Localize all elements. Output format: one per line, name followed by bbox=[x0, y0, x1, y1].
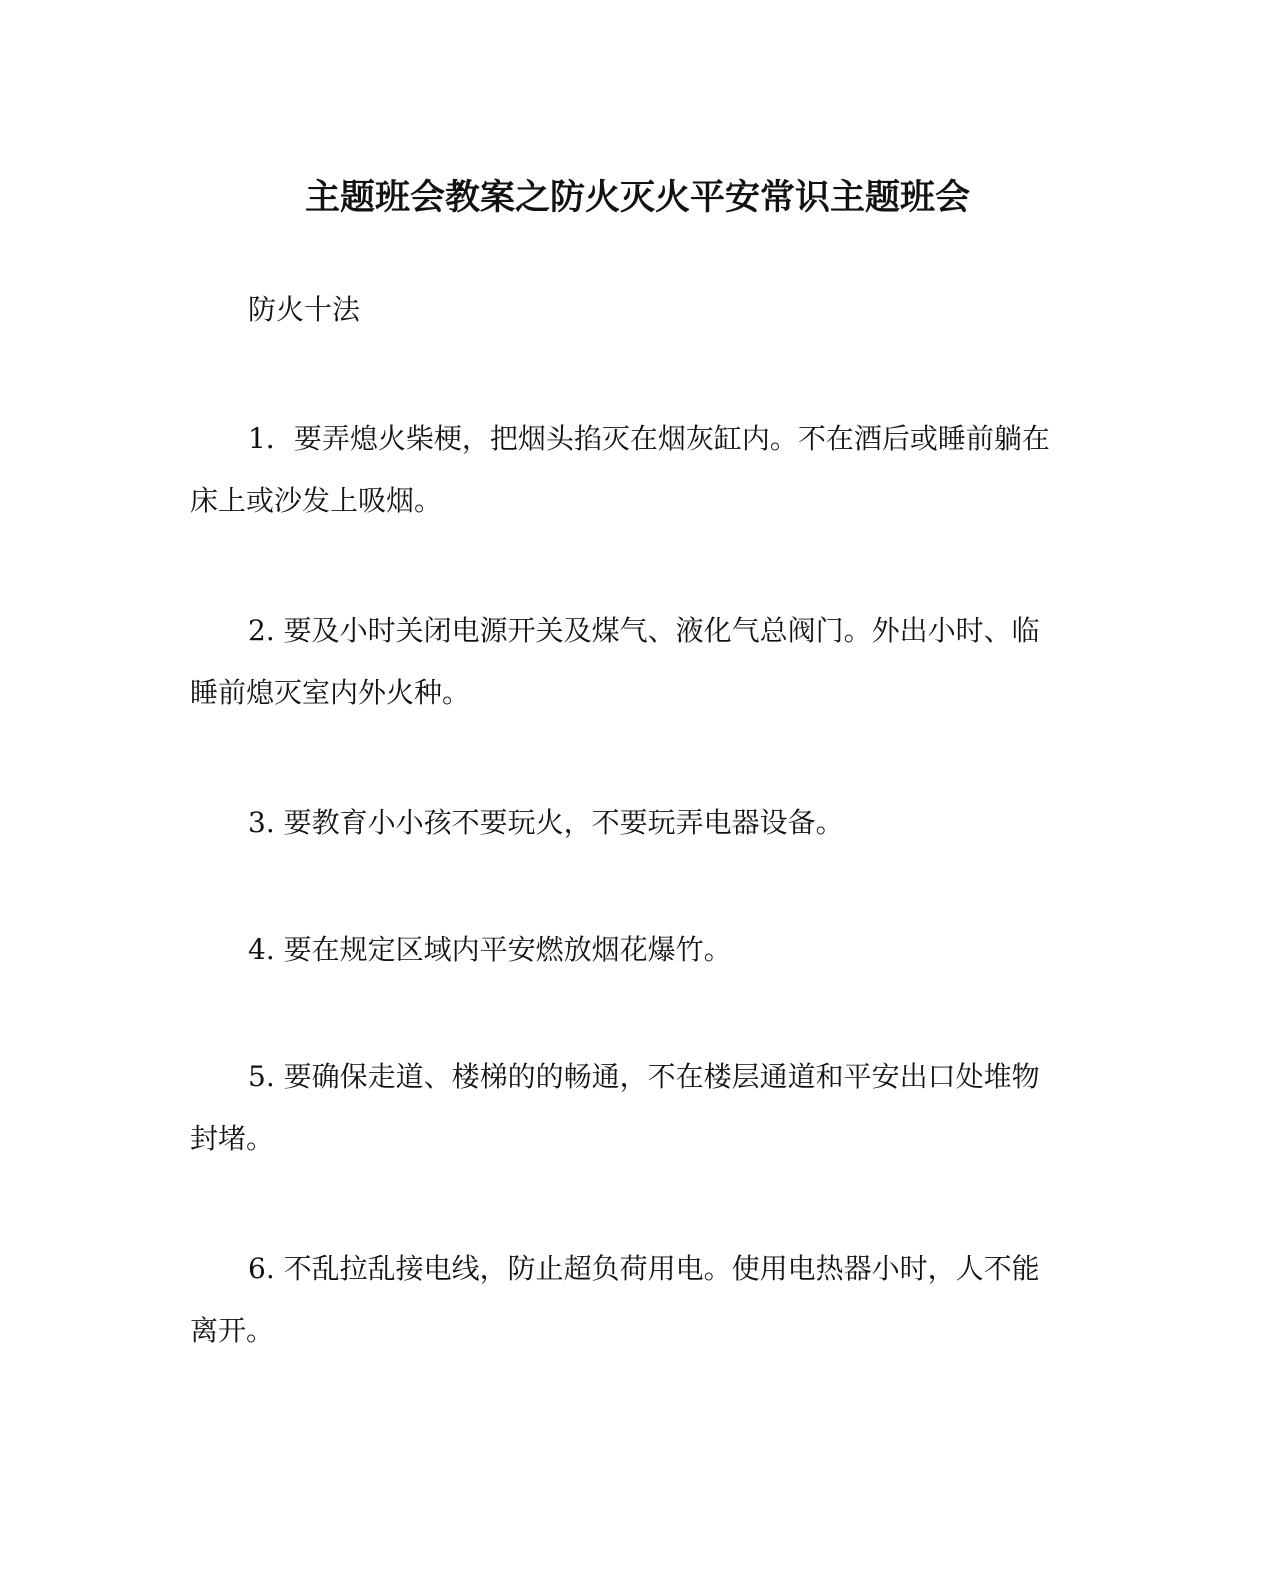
list-item: 6. 不乱拉乱接电线，防止超负荷用电。使用电热器小时，人不能离开。 bbox=[190, 1252, 1040, 1347]
list-item: 2. 要及小时关闭电源开关及煤气、液化气总阀门。外出小时、临睡前熄灭室内外火种。 bbox=[190, 614, 1040, 709]
list-item: 3. 要教育小小孩不要玩火，不要玩弄电器设备。 bbox=[248, 806, 844, 839]
page-title: 主题班会教案之防火灭火平安常识主题班会 bbox=[304, 177, 970, 218]
list-item: 1．要弄熄火柴梗，把烟头掐灭在烟灰缸内。不在酒后或睡前躺在床上或沙发上吸烟。 bbox=[190, 422, 1050, 517]
list-item: 5. 要确保走道、楼梯的的畅通，不在楼层通道和平安出口处堆物封堵。 bbox=[190, 1060, 1040, 1155]
section-heading: 防火十法 bbox=[248, 293, 361, 326]
list-item: 4. 要在规定区域内平安燃放烟花爆竹。 bbox=[248, 933, 732, 966]
